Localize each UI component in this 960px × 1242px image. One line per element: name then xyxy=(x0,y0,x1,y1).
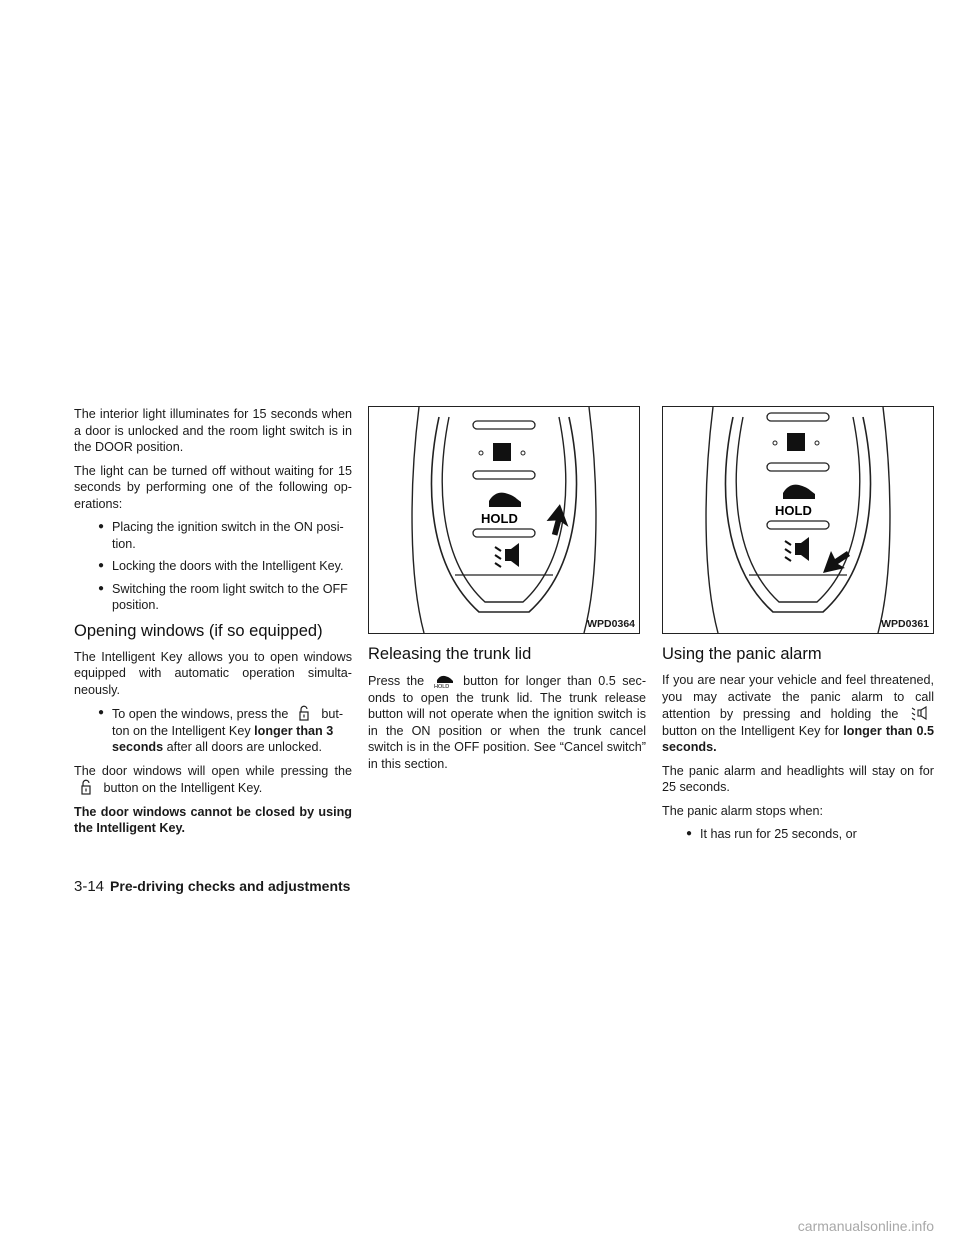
panic-stop-list xyxy=(662,826,934,843)
trunk-icon-label: HOLD xyxy=(433,684,449,688)
bullet-text: after all doors are unlocked. xyxy=(166,740,323,754)
text-span: button on the Intelligent Key. xyxy=(103,781,263,795)
hold-label: HOLD xyxy=(481,511,518,526)
text-span: Press the xyxy=(368,674,425,688)
paragraph-turn-off-light: The light can be turned off without waiting for 15 seconds by performing one of the following op-erations: xyxy=(74,463,352,511)
paragraph-panic-duration: The panic alarm and headlights will stay on for 25 seconds. xyxy=(662,763,934,794)
warning-paragraph: The door windows cannot be closed by using the Intelligent Key. xyxy=(74,804,352,835)
section-title: Pre-driving checks and adjustments xyxy=(110,878,351,894)
paragraph-panic-stops: The panic alarm stops when: xyxy=(662,803,824,818)
key-fob-illustration xyxy=(369,407,639,633)
windows-list xyxy=(74,705,352,756)
key-fob-illustration xyxy=(663,407,933,633)
paragraph-windows-intro: The Intelligent Key allows you to open windows equipped with automatic operation simulta-neously. xyxy=(74,649,352,697)
heading-trunk-lid: Releasing the trunk lid xyxy=(368,645,532,663)
hold-label: HOLD xyxy=(775,503,812,518)
text-span: If you are near your vehicle and feel threatened, you may activate the panic alarm to call attention by pressing and holding the xyxy=(662,673,934,721)
figure-id: WPD0361 xyxy=(881,617,929,630)
text-span: button for longer than 0.5 sec-onds to open the trunk lid. The trunk release button will not operate when the ignition switch is in the ON position or when the trunk cancel switch is in the OFF position. See “Cancel switch” in this section. xyxy=(368,674,647,771)
heading-opening-windows: Opening windows (if so equipped) xyxy=(74,621,323,640)
unlock-icon xyxy=(292,705,318,721)
right-column xyxy=(662,406,934,850)
watermark: carmanualsonline.info xyxy=(797,1218,934,1234)
middle-column xyxy=(368,406,646,779)
operations-list xyxy=(74,519,352,614)
unlock-icon xyxy=(74,779,100,795)
key-fob-figure-panic xyxy=(662,406,934,634)
key-fob-figure-trunk xyxy=(368,406,640,634)
paragraph-windows-open xyxy=(74,763,352,797)
bullet-text: but-ton on the Intelligent Key xyxy=(112,707,344,738)
page-footer xyxy=(74,878,350,895)
list-item xyxy=(98,705,352,756)
bullet-bold-text: longer than 3 seconds xyxy=(112,723,334,754)
heading-panic-alarm: Using the panic alarm xyxy=(662,645,822,663)
figure-id: WPD0364 xyxy=(587,617,635,630)
text-span: The door windows will open while pressing the xyxy=(74,763,352,778)
text-span: button on the Intelligent Key for xyxy=(662,723,840,738)
left-column xyxy=(74,406,352,844)
trunk-icon xyxy=(431,672,457,688)
paragraph-trunk xyxy=(368,672,646,772)
list-item: ● Placing the ignition switch in the ON posi-tion. xyxy=(98,519,352,552)
list-item: ● Switching the room light switch to the OFF position. xyxy=(98,581,352,614)
paragraph-panic-intro xyxy=(662,672,934,756)
list-item: ● It has run for 25 seconds, or xyxy=(686,826,934,843)
panic-alarm-icon xyxy=(908,705,934,721)
bullet-text: To open the windows, press the xyxy=(112,707,289,721)
paragraph-interior-light: The interior light illuminates for 15 seconds when a door is unlocked and the room light switch is in the DOOR position. xyxy=(74,407,352,454)
bold-text: longer than 0.5 seconds. xyxy=(662,723,934,754)
list-item: ● Locking the doors with the Intelligent Key. xyxy=(98,558,352,575)
page-number: 3-14 xyxy=(74,878,105,895)
